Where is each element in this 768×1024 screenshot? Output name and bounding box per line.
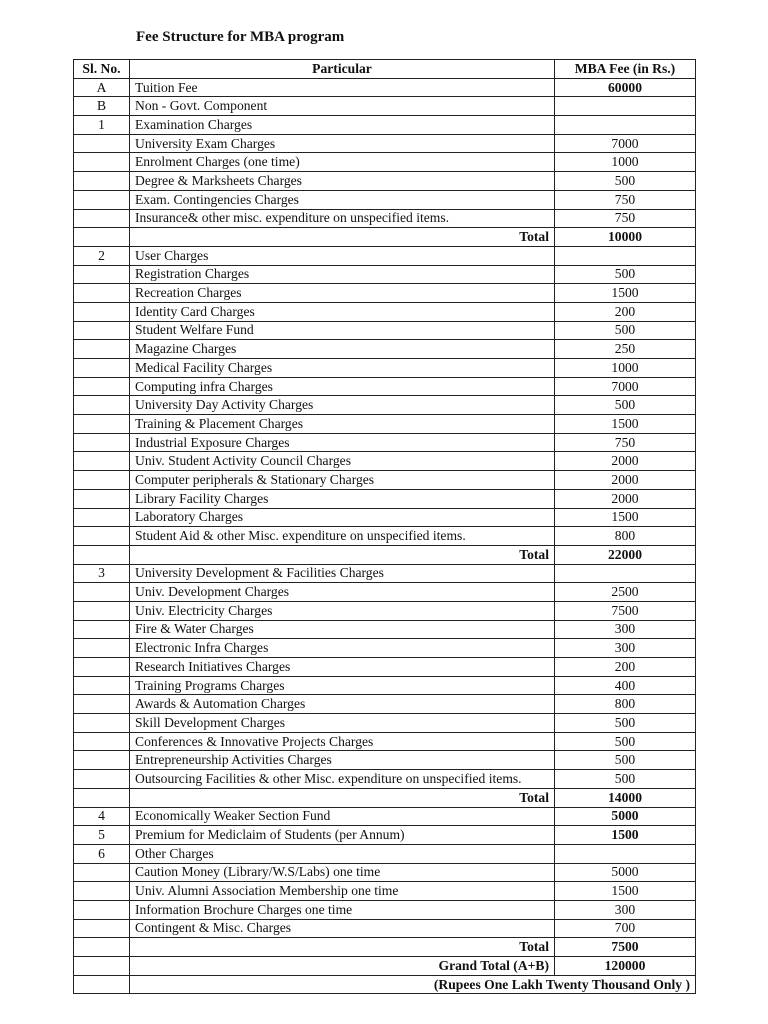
- row-total-label: Total: [130, 228, 555, 247]
- row-particular: Entrepreneurship Activities Charges: [130, 751, 555, 770]
- row-total-amount: 10000: [555, 228, 696, 247]
- row-fee: 2000: [555, 489, 696, 508]
- row-particular: User Charges: [130, 246, 555, 265]
- row-sl-no: [74, 882, 130, 901]
- row-sl-no: 3: [74, 564, 130, 583]
- table-row: [74, 770, 696, 789]
- row-sl-no: B: [74, 97, 130, 116]
- row-particular: Electronic Infra Charges: [130, 639, 555, 658]
- row-sl-no: [74, 751, 130, 770]
- row-particular: Univ. Development Charges: [130, 583, 555, 602]
- table-row: [74, 284, 696, 303]
- row-fee: 1000: [555, 359, 696, 378]
- row-sl-no: [74, 284, 130, 303]
- table-row: [74, 658, 696, 677]
- table-row: [74, 751, 696, 770]
- table-row: [74, 732, 696, 751]
- row-sl-no: [74, 433, 130, 452]
- row-particular: Univ. Electricity Charges: [130, 601, 555, 620]
- row-particular: Medical Facility Charges: [130, 359, 555, 378]
- row-particular: Insurance& other misc. expenditure on unspecified items.: [130, 209, 555, 228]
- row-particular: Univ. Student Activity Council Charges: [130, 452, 555, 471]
- row-fee: 2000: [555, 452, 696, 471]
- row-particular: Tuition Fee: [130, 78, 555, 97]
- row-sl-no: [74, 695, 130, 714]
- row-fee: 5000: [555, 863, 696, 882]
- table-row: [74, 134, 696, 153]
- row-particular: Premium for Mediclaim of Students (per Annum): [130, 826, 555, 845]
- table-row: [74, 415, 696, 434]
- row-fee: 500: [555, 770, 696, 789]
- table-row: [74, 340, 696, 359]
- table-row: [74, 826, 696, 845]
- row-particular: Awards & Automation Charges: [130, 695, 555, 714]
- row-fee: 300: [555, 900, 696, 919]
- table-row: [74, 359, 696, 378]
- row-fee: 300: [555, 620, 696, 639]
- row-fee: 1500: [555, 284, 696, 303]
- table-row: [74, 900, 696, 919]
- row-sl-no: 2: [74, 246, 130, 265]
- row-fee: 750: [555, 433, 696, 452]
- row-sl-no: [74, 788, 130, 807]
- row-sl-no: [74, 321, 130, 340]
- row-fee: 500: [555, 265, 696, 284]
- table-row: [74, 882, 696, 901]
- row-fee: 5000: [555, 807, 696, 826]
- row-sl-no: 4: [74, 807, 130, 826]
- table-row: [74, 601, 696, 620]
- row-fee: 800: [555, 527, 696, 546]
- table-row: [74, 564, 696, 583]
- table-row: [74, 975, 696, 994]
- table-row: [74, 396, 696, 415]
- row-sl-no: [74, 377, 130, 396]
- row-fee: 200: [555, 658, 696, 677]
- row-sl-no: 6: [74, 844, 130, 863]
- row-fee: 1500: [555, 415, 696, 434]
- row-fee: 1000: [555, 153, 696, 172]
- row-sl-no: [74, 900, 130, 919]
- table-row: [74, 246, 696, 265]
- row-particular: Degree & Marksheets Charges: [130, 172, 555, 191]
- row-sl-no: [74, 676, 130, 695]
- row-sl-no: [74, 770, 130, 789]
- page-title: Fee Structure for MBA program: [136, 29, 345, 45]
- row-sl-no: [74, 658, 130, 677]
- table-row: [74, 116, 696, 135]
- row-particular: Exam. Contingencies Charges: [130, 190, 555, 209]
- row-particular: Contingent & Misc. Charges: [130, 919, 555, 938]
- row-particular: Caution Money (Library/W.S/Labs) one time: [130, 863, 555, 882]
- row-total-label: Total: [130, 938, 555, 957]
- row-fee: [555, 97, 696, 116]
- row-particular: Identity Card Charges: [130, 302, 555, 321]
- row-sl-no: [74, 359, 130, 378]
- amount-in-words: (Rupees One Lakh Twenty Thousand Only ): [130, 975, 696, 994]
- row-sl-no: [74, 620, 130, 639]
- row-particular: Enrolment Charges (one time): [130, 153, 555, 172]
- row-sl-no: [74, 601, 130, 620]
- row-fee: 7000: [555, 134, 696, 153]
- row-total-amount: 120000: [555, 957, 696, 976]
- table-row: [74, 302, 696, 321]
- table-row: [74, 153, 696, 172]
- row-particular: Economically Weaker Section Fund: [130, 807, 555, 826]
- row-sl-no: [74, 527, 130, 546]
- row-particular: Registration Charges: [130, 265, 555, 284]
- row-sl-no: [74, 863, 130, 882]
- table-row: [74, 209, 696, 228]
- row-sl-no: [74, 732, 130, 751]
- row-particular: University Development & Facilities Charges: [130, 564, 555, 583]
- table-row: [74, 228, 696, 247]
- row-fee: 500: [555, 714, 696, 733]
- row-particular: Magazine Charges: [130, 340, 555, 359]
- table-row: [74, 172, 696, 191]
- row-sl-no: [74, 545, 130, 564]
- row-particular: Skill Development Charges: [130, 714, 555, 733]
- table-row: [74, 78, 696, 97]
- fee-table: [73, 59, 696, 994]
- row-fee: 300: [555, 639, 696, 658]
- row-sl-no: [74, 508, 130, 527]
- row-sl-no: [74, 471, 130, 490]
- row-fee: 7500: [555, 601, 696, 620]
- table-row: [74, 714, 696, 733]
- row-fee: [555, 246, 696, 265]
- row-particular: Recreation Charges: [130, 284, 555, 303]
- table-row: [74, 433, 696, 452]
- row-sl-no: [74, 228, 130, 247]
- row-fee: 500: [555, 396, 696, 415]
- row-sl-no: [74, 153, 130, 172]
- table-row: [74, 919, 696, 938]
- row-fee: 1500: [555, 508, 696, 527]
- row-fee: 60000: [555, 78, 696, 97]
- row-fee: 400: [555, 676, 696, 695]
- row-fee: 750: [555, 190, 696, 209]
- row-sl-no: [74, 396, 130, 415]
- row-sl-no: 1: [74, 116, 130, 135]
- table-row: [74, 452, 696, 471]
- table-row: [74, 844, 696, 863]
- row-particular: Research Initiatives Charges: [130, 658, 555, 677]
- table-row: [74, 676, 696, 695]
- row-particular: Laboratory Charges: [130, 508, 555, 527]
- row-total-label: Grand Total (A+B): [130, 957, 555, 976]
- row-fee: 2500: [555, 583, 696, 602]
- table-row: [74, 321, 696, 340]
- table-row: [74, 545, 696, 564]
- row-particular: Industrial Exposure Charges: [130, 433, 555, 452]
- row-particular: University Exam Charges: [130, 134, 555, 153]
- table-row: [74, 190, 696, 209]
- table-row: [74, 957, 696, 976]
- row-sl-no: A: [74, 78, 130, 97]
- row-fee: [555, 116, 696, 135]
- table-row: [74, 489, 696, 508]
- row-total-amount: 22000: [555, 545, 696, 564]
- row-particular: Library Facility Charges: [130, 489, 555, 508]
- header-fee: MBA Fee (in Rs.): [555, 60, 696, 79]
- table-row: [74, 471, 696, 490]
- row-sl-no: [74, 639, 130, 658]
- row-particular: Training Programs Charges: [130, 676, 555, 695]
- table-row: [74, 527, 696, 546]
- row-particular: Information Brochure Charges one time: [130, 900, 555, 919]
- table-row: [74, 377, 696, 396]
- row-fee: 500: [555, 751, 696, 770]
- row-fee: 500: [555, 321, 696, 340]
- row-total-amount: 14000: [555, 788, 696, 807]
- table-row: [74, 938, 696, 957]
- row-sl-no: [74, 415, 130, 434]
- row-total-label: Total: [130, 788, 555, 807]
- row-fee: 500: [555, 172, 696, 191]
- row-total-amount: 7500: [555, 938, 696, 957]
- row-fee: [555, 564, 696, 583]
- row-particular: Univ. Alumni Association Membership one time: [130, 882, 555, 901]
- row-sl-no: [74, 489, 130, 508]
- row-sl-no: [74, 209, 130, 228]
- header-particular: Particular: [130, 60, 555, 79]
- row-fee: 1500: [555, 882, 696, 901]
- row-sl-no: [74, 265, 130, 284]
- row-fee: 800: [555, 695, 696, 714]
- row-sl-no: [74, 957, 130, 976]
- row-sl-no: [74, 714, 130, 733]
- row-sl-no: [74, 134, 130, 153]
- row-fee: 750: [555, 209, 696, 228]
- row-particular: University Day Activity Charges: [130, 396, 555, 415]
- header-sl-no: Sl. No.: [74, 60, 130, 79]
- row-particular: Outsourcing Facilities & other Misc. expenditure on unspecified items.: [130, 770, 555, 789]
- table-row: [74, 788, 696, 807]
- row-fee: 200: [555, 302, 696, 321]
- row-fee: [555, 844, 696, 863]
- row-sl-no: [74, 172, 130, 191]
- row-particular: Non - Govt. Component: [130, 97, 555, 116]
- row-sl-no: [74, 302, 130, 321]
- row-sl-no: [74, 938, 130, 957]
- table-row: [74, 620, 696, 639]
- table-row: [74, 807, 696, 826]
- row-particular: Training & Placement Charges: [130, 415, 555, 434]
- row-fee: 2000: [555, 471, 696, 490]
- row-particular: Student Welfare Fund: [130, 321, 555, 340]
- row-total-label: Total: [130, 545, 555, 564]
- row-sl-no: [74, 583, 130, 602]
- row-sl-no: 5: [74, 826, 130, 845]
- row-particular: Student Aid & other Misc. expenditure on unspecified items.: [130, 527, 555, 546]
- row-sl-no: [74, 340, 130, 359]
- row-fee: 500: [555, 732, 696, 751]
- row-fee: 250: [555, 340, 696, 359]
- row-particular: Fire & Water Charges: [130, 620, 555, 639]
- table-header-row: [74, 60, 696, 79]
- table-row: [74, 97, 696, 116]
- table-row: [74, 639, 696, 658]
- row-particular: Conferences & Innovative Projects Charges: [130, 732, 555, 751]
- row-sl-no: [74, 919, 130, 938]
- table-row: [74, 265, 696, 284]
- row-fee: 1500: [555, 826, 696, 845]
- row-fee: 700: [555, 919, 696, 938]
- row-sl-no: [74, 975, 130, 994]
- row-fee: 7000: [555, 377, 696, 396]
- row-particular: Other Charges: [130, 844, 555, 863]
- row-particular: Computer peripherals & Stationary Charges: [130, 471, 555, 490]
- row-particular: Computing infra Charges: [130, 377, 555, 396]
- row-particular: Examination Charges: [130, 116, 555, 135]
- row-sl-no: [74, 452, 130, 471]
- row-sl-no: [74, 190, 130, 209]
- table-row: [74, 863, 696, 882]
- table-row: [74, 695, 696, 714]
- table-row: [74, 508, 696, 527]
- table-row: [74, 583, 696, 602]
- fee-table-body: [74, 78, 696, 994]
